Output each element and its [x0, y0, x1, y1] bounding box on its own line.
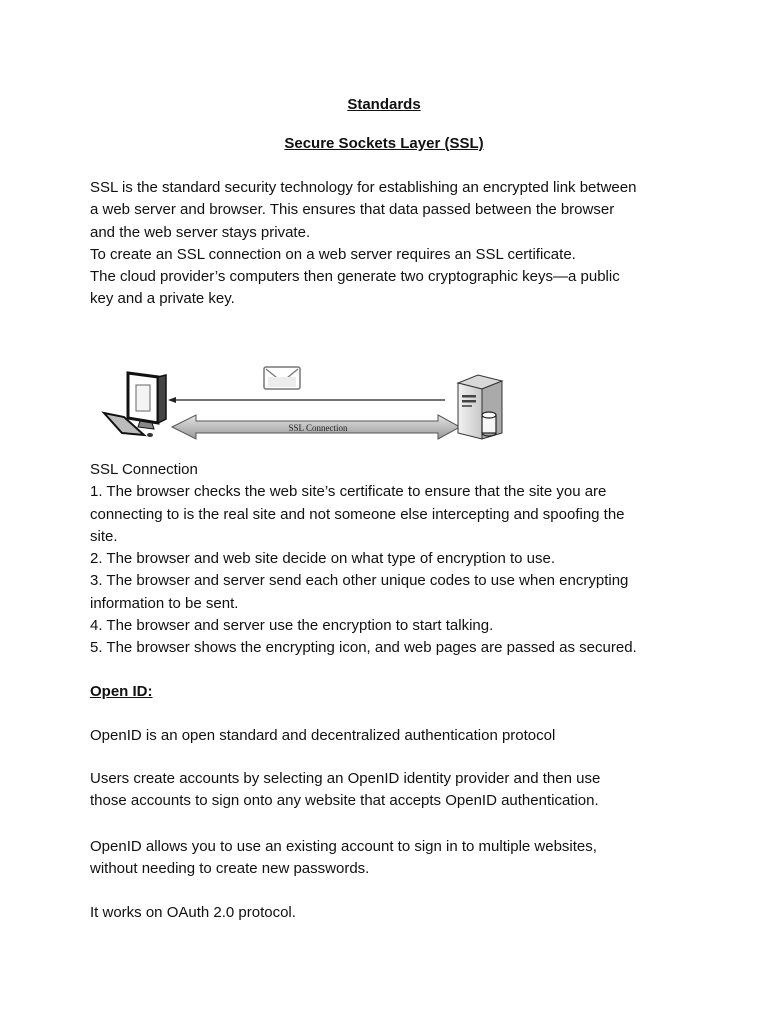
text-line: OpenID allows you to use an existing account to sign in to multiple websites, — [90, 838, 597, 855]
text-line: 5. The browser shows the encrypting icon, and web pages are passed as secured. — [90, 639, 637, 657]
openid-heading: Open ID: — [90, 683, 153, 700]
text-line: a web server and browser. This ensures that data passed between the browser — [90, 201, 615, 219]
openid-paragraph-4 — [90, 902, 690, 924]
text-line: 1. The browser checks the web site’s certificate to ensure that the site you are — [90, 483, 607, 501]
text-line: site. — [90, 527, 118, 545]
text-line: It works on OAuth 2.0 protocol. — [90, 904, 296, 921]
openid-paragraph-2 — [90, 768, 690, 813]
ssl-connection-label: SSL Connection — [288, 423, 348, 433]
computer-icon — [104, 373, 166, 437]
text-line: Users create accounts by selecting an OpenID identity provider and then use — [90, 770, 601, 787]
text-line: 2. The browser and web site decide on what type of encryption to use. — [90, 550, 555, 568]
text-line: OpenID is an open standard and decentralized authentication protocol — [90, 727, 556, 744]
page-title: Standards — [347, 96, 421, 113]
text-line: SSL Connection — [90, 461, 198, 478]
text-line: connecting to is the real site and not someone else intercepting and spoofing the — [90, 505, 625, 523]
ssl-steps-paragraph — [90, 459, 690, 660]
ssl-connection-arrow — [172, 415, 460, 439]
envelope-icon — [264, 367, 300, 389]
text-line: and the web server stays private. — [90, 223, 311, 241]
openid-paragraph-1 — [90, 725, 690, 747]
text-line: without needing to create new passwords. — [90, 860, 370, 878]
text-line: To create an SSL connection on a web server requires an SSL certificate. — [90, 245, 576, 263]
ssl-intro-paragraph — [90, 177, 690, 311]
text-line: key and a private key. — [90, 290, 235, 308]
server-icon — [458, 375, 502, 439]
text-line: information to be sent. — [90, 594, 239, 612]
openid-paragraph-3 — [90, 836, 690, 881]
text-line: 3. The browser and server send each other unique codes to use when encrypting — [90, 572, 629, 590]
ssl-heading: Secure Sockets Layer (SSL) — [284, 135, 484, 152]
response-arrow — [168, 397, 445, 403]
text-line: those accounts to sign onto any website that accepts OpenID authentication. — [90, 792, 599, 810]
text-line: 4. The browser and server use the encryption to start talking. — [90, 617, 494, 635]
ssl-connection-diagram — [100, 355, 510, 455]
text-line: SSL is the standard security technology for establishing an encrypted link between — [90, 179, 637, 196]
text-line: The cloud provider’s computers then generate two cryptographic keys—a public — [90, 268, 620, 286]
